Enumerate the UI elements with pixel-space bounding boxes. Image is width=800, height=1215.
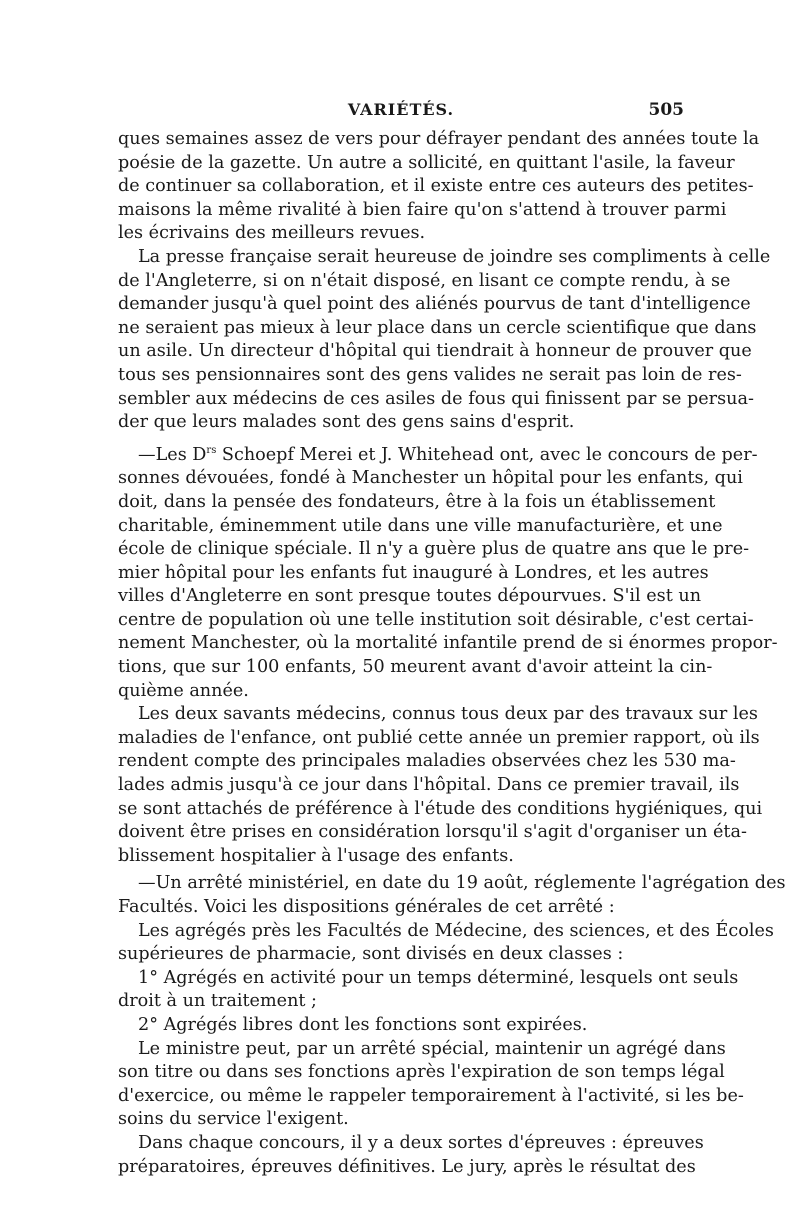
text-line: son titre ou dans ses fonctions après l'expiration de son temps légal: [118, 1062, 725, 1083]
text-line: soins du service l'exigent.: [118, 1109, 349, 1130]
text-line: 2° Agrégés libres dont les fonctions sont expirées.: [138, 1014, 588, 1035]
text-line: —Un arrêté ministériel, en date du 19 août, réglemente l'agrégation des: [138, 873, 786, 894]
text-line: blissement hospitalier à l'usage des enfants.: [118, 845, 514, 866]
paragraph: [118, 1132, 704, 1179]
text-line: doivent être prises en considération lorsqu'il s'agit d'organiser un éta-: [118, 822, 747, 843]
text-line: supérieures de pharmacie, sont divisés en deux classes :: [118, 944, 624, 965]
text-line: villes d'Angleterre en sont presque toutes dépourvues. S'il est un: [118, 586, 702, 607]
paragraph: [118, 1038, 744, 1132]
paragraph: [118, 1014, 684, 1038]
text-line: nement Manchester, où la mortalité infantile prend de si énormes propor-: [118, 633, 778, 654]
text-line: [118, 444, 758, 468]
text-line: tions, que sur 100 enfants, 50 meurent avant d'avoir atteint la cin-: [118, 657, 713, 678]
text-line: préparatoires, épreuves définitives. Le jury, après le résultat des: [118, 1156, 696, 1177]
text-line: Les agrégés près les Facultés de Médecine, des sciences, et des Écoles: [138, 920, 774, 941]
text-line: lades admis jusqu'à ce jour dans l'hôpital. Dans ce premier travail, ils: [118, 775, 740, 796]
text-line: sembler aux médecins de ces asiles de fous qui finissent par se persua-: [118, 388, 754, 409]
text-line: poésie de la gazette. Un autre a sollicité, en quittant l'asile, la faveur: [118, 152, 735, 173]
text-line: maladies de l'enfance, ont publié cette année un premier rapport, où ils: [118, 727, 760, 748]
text-line: un asile. Un directeur d'hôpital qui tiendrait à honneur de prouver que: [118, 341, 752, 362]
text-line: maisons la même rivalité à bien faire qu'on s'attend à trouver parmi: [118, 199, 727, 220]
paragraph: [118, 444, 778, 704]
text-line: rendent compte des principales maladies observées chez les 530 ma-: [118, 751, 736, 772]
line-prefix: —Les D: [138, 444, 207, 465]
text-line: de l'Angleterre, si on n'était disposé, en lisant ce compte rendu, à se: [118, 270, 731, 291]
text-line: doit, dans la pensée des fondateurs, être à la fois un établissement: [118, 491, 716, 512]
text-line: Dans chaque concours, il y a deux sortes d'épreuves : épreuves: [138, 1132, 704, 1153]
paragraph: [118, 128, 760, 246]
text-line: Les deux savants médecins, connus tous deux par des travaux sur les: [138, 704, 758, 725]
page-header: [118, 100, 684, 124]
text-line: Facultés. Voici les dispositions générales de cet arrêté :: [118, 897, 615, 917]
body-text: [118, 128, 786, 1179]
paragraph: [118, 246, 771, 435]
running-head: VARIÉTÉS.: [347, 100, 455, 119]
paragraph: [118, 703, 763, 868]
line-rest: Schoepf Merei et J. Whitehead ont, avec le concours de per-: [216, 444, 758, 465]
text-line: se sont attachés de préférence à l'étude des conditions hygiéniques, qui: [118, 798, 763, 819]
text-line: droit à un traitement ;: [118, 991, 317, 1012]
text-line: ques semaines assez de vers pour défrayer pendant des années toute la: [118, 129, 760, 149]
text-line: les écrivains des meilleurs revues.: [118, 223, 426, 244]
paragraph: [118, 920, 774, 967]
text-line: d'exercice, ou même le rappeler temporairement à l'activité, si les be-: [118, 1085, 744, 1106]
text-line: école de clinique spéciale. Il n'y a guère plus de quatre ans que le pre-: [118, 539, 750, 560]
text-line: charitable, éminemment utile dans une ville manufacturière, et une: [118, 515, 723, 536]
section-gap: [118, 435, 684, 444]
paragraph: [118, 967, 739, 1014]
text-line: 1° Agrégés en activité pour un temps déterminé, lesquels ont seuls: [138, 967, 739, 988]
superscript: rs: [206, 444, 217, 456]
page-number: 505: [648, 100, 684, 120]
text-line: quième année.: [118, 680, 249, 701]
text-line: mier hôpital pour les enfants fut inauguré à Londres, et les autres: [118, 562, 709, 583]
text-line: centre de population où une telle institution soit désirable, c'est certai-: [118, 609, 754, 630]
text-line: Le ministre peut, par un arrêté spécial, maintenir un agrégé dans: [138, 1038, 726, 1059]
text-line: der que leurs malades sont des gens sains d'esprit.: [118, 412, 575, 433]
paragraph: [118, 872, 786, 919]
text-line: sonnes dévouées, fondé à Manchester un hôpital pour les enfants, qui: [118, 468, 743, 489]
text-line: tous ses pensionnaires sont des gens valides ne serait pas loin de res-: [118, 364, 742, 385]
text-line: ne seraient pas mieux à leur place dans un cercle scientifique que dans: [118, 317, 757, 338]
text-line: de continuer sa collaboration, et il existe entre ces auteurs des petites-: [118, 176, 754, 197]
text-line: demander jusqu'à quel point des aliénés pourvus de tant d'intelligence: [118, 294, 751, 315]
text-line: La presse française serait heureuse de joindre ses compliments à celle: [138, 246, 771, 267]
